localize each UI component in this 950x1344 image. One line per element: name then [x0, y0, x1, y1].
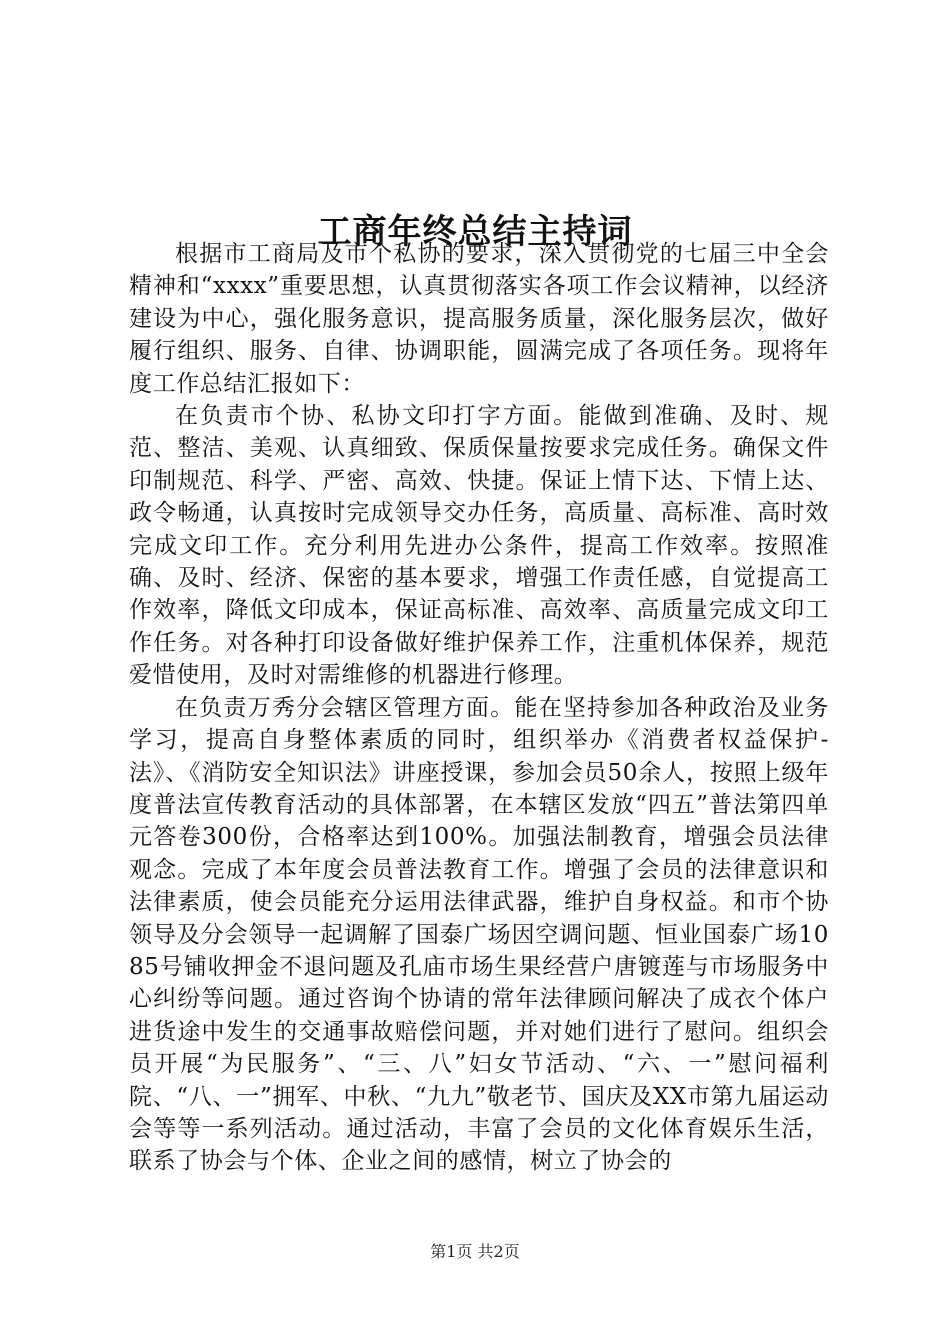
page-footer: 第1页 共2页 [430, 1242, 520, 1261]
document-title: 工商年终总结主持词 [317, 211, 633, 252]
paragraph-branch-management: 在负责万秀分会辖区管理方面。能在坚持参加各种政治及业务学习，提高自身整体素质的同时，组织举办《消费者权益保护-法》、《消防安全知识法》讲座授课，参加会员50余人，按照上级年度普法宣传教育活动的具体部署，在本辖区发放“四五”普法第四单元答卷300份，合格率达到100%。加强法制教育，增强会员法律观念。完成了本年度会员普法教育工作。增强了会员的法律意识和法律素质，使会员能充分运用法律武器，维护自身权益。和市个协领导及分会领导一起调解了国泰广场因空调问题、恒业国泰广场1085号铺收押金不退问题及孔庙市场生果经营户唐镀莲与市场服务中心纠纷等问题。通过咨询个协请的常年法律顾问解决了成衣个体户进货途中发生的交通事故赔偿问题，并对她们进行了慰问。组织会员开展“为民服务”、“三、八”妇女节活动、“六、一”慰问福利院、“八、一”拥军、中秋、“九九”敬老节、国庆及XX市第九届运动会等等一系列活动。通过活动，丰富了会员的文化体育娱乐生活，联系了协会与个体、企业之间的感情，树立了协会的 [129, 694, 829, 1175]
paragraph-printing-work: 在负责市个协、私协文印打字方面。能做到准确、及时、规范、整洁、美观、认真细致、保质保量按要求完成任务。确保文件印制规范、科学、严密、高效、快捷。保证上情下达、下情上达、政令畅通，认真按时完成领导交办任务，高质量、高标准、高时效完成文印工作。充分利用先进办公条件，提高工作效率。按照准确、及时、经济、保密的基本要求，增强工作责任感，自觉提高工作效率，降低文印成本，保证高标准、高效率、高质量完成文印工作任务。对各种打印设备做好维护保养工作，注重机体保养，规范爱惜使用，及时对需维修的机器进行修理。 [129, 403, 829, 689]
paragraph-intro: 根据市工商局及市个私协的要求，深入贯彻党的七届三中全会精神和“xxxx”重要思想，认真贯彻落实各项工作会议精神，以经济建设为中心，强化服务意识，提高服务质量，深化服务层次，做好履行组织、服务、自律、协调职能，圆满完成了各项任务。现将年度工作总结汇报如下： [129, 241, 829, 397]
document-body [129, 238, 829, 1178]
